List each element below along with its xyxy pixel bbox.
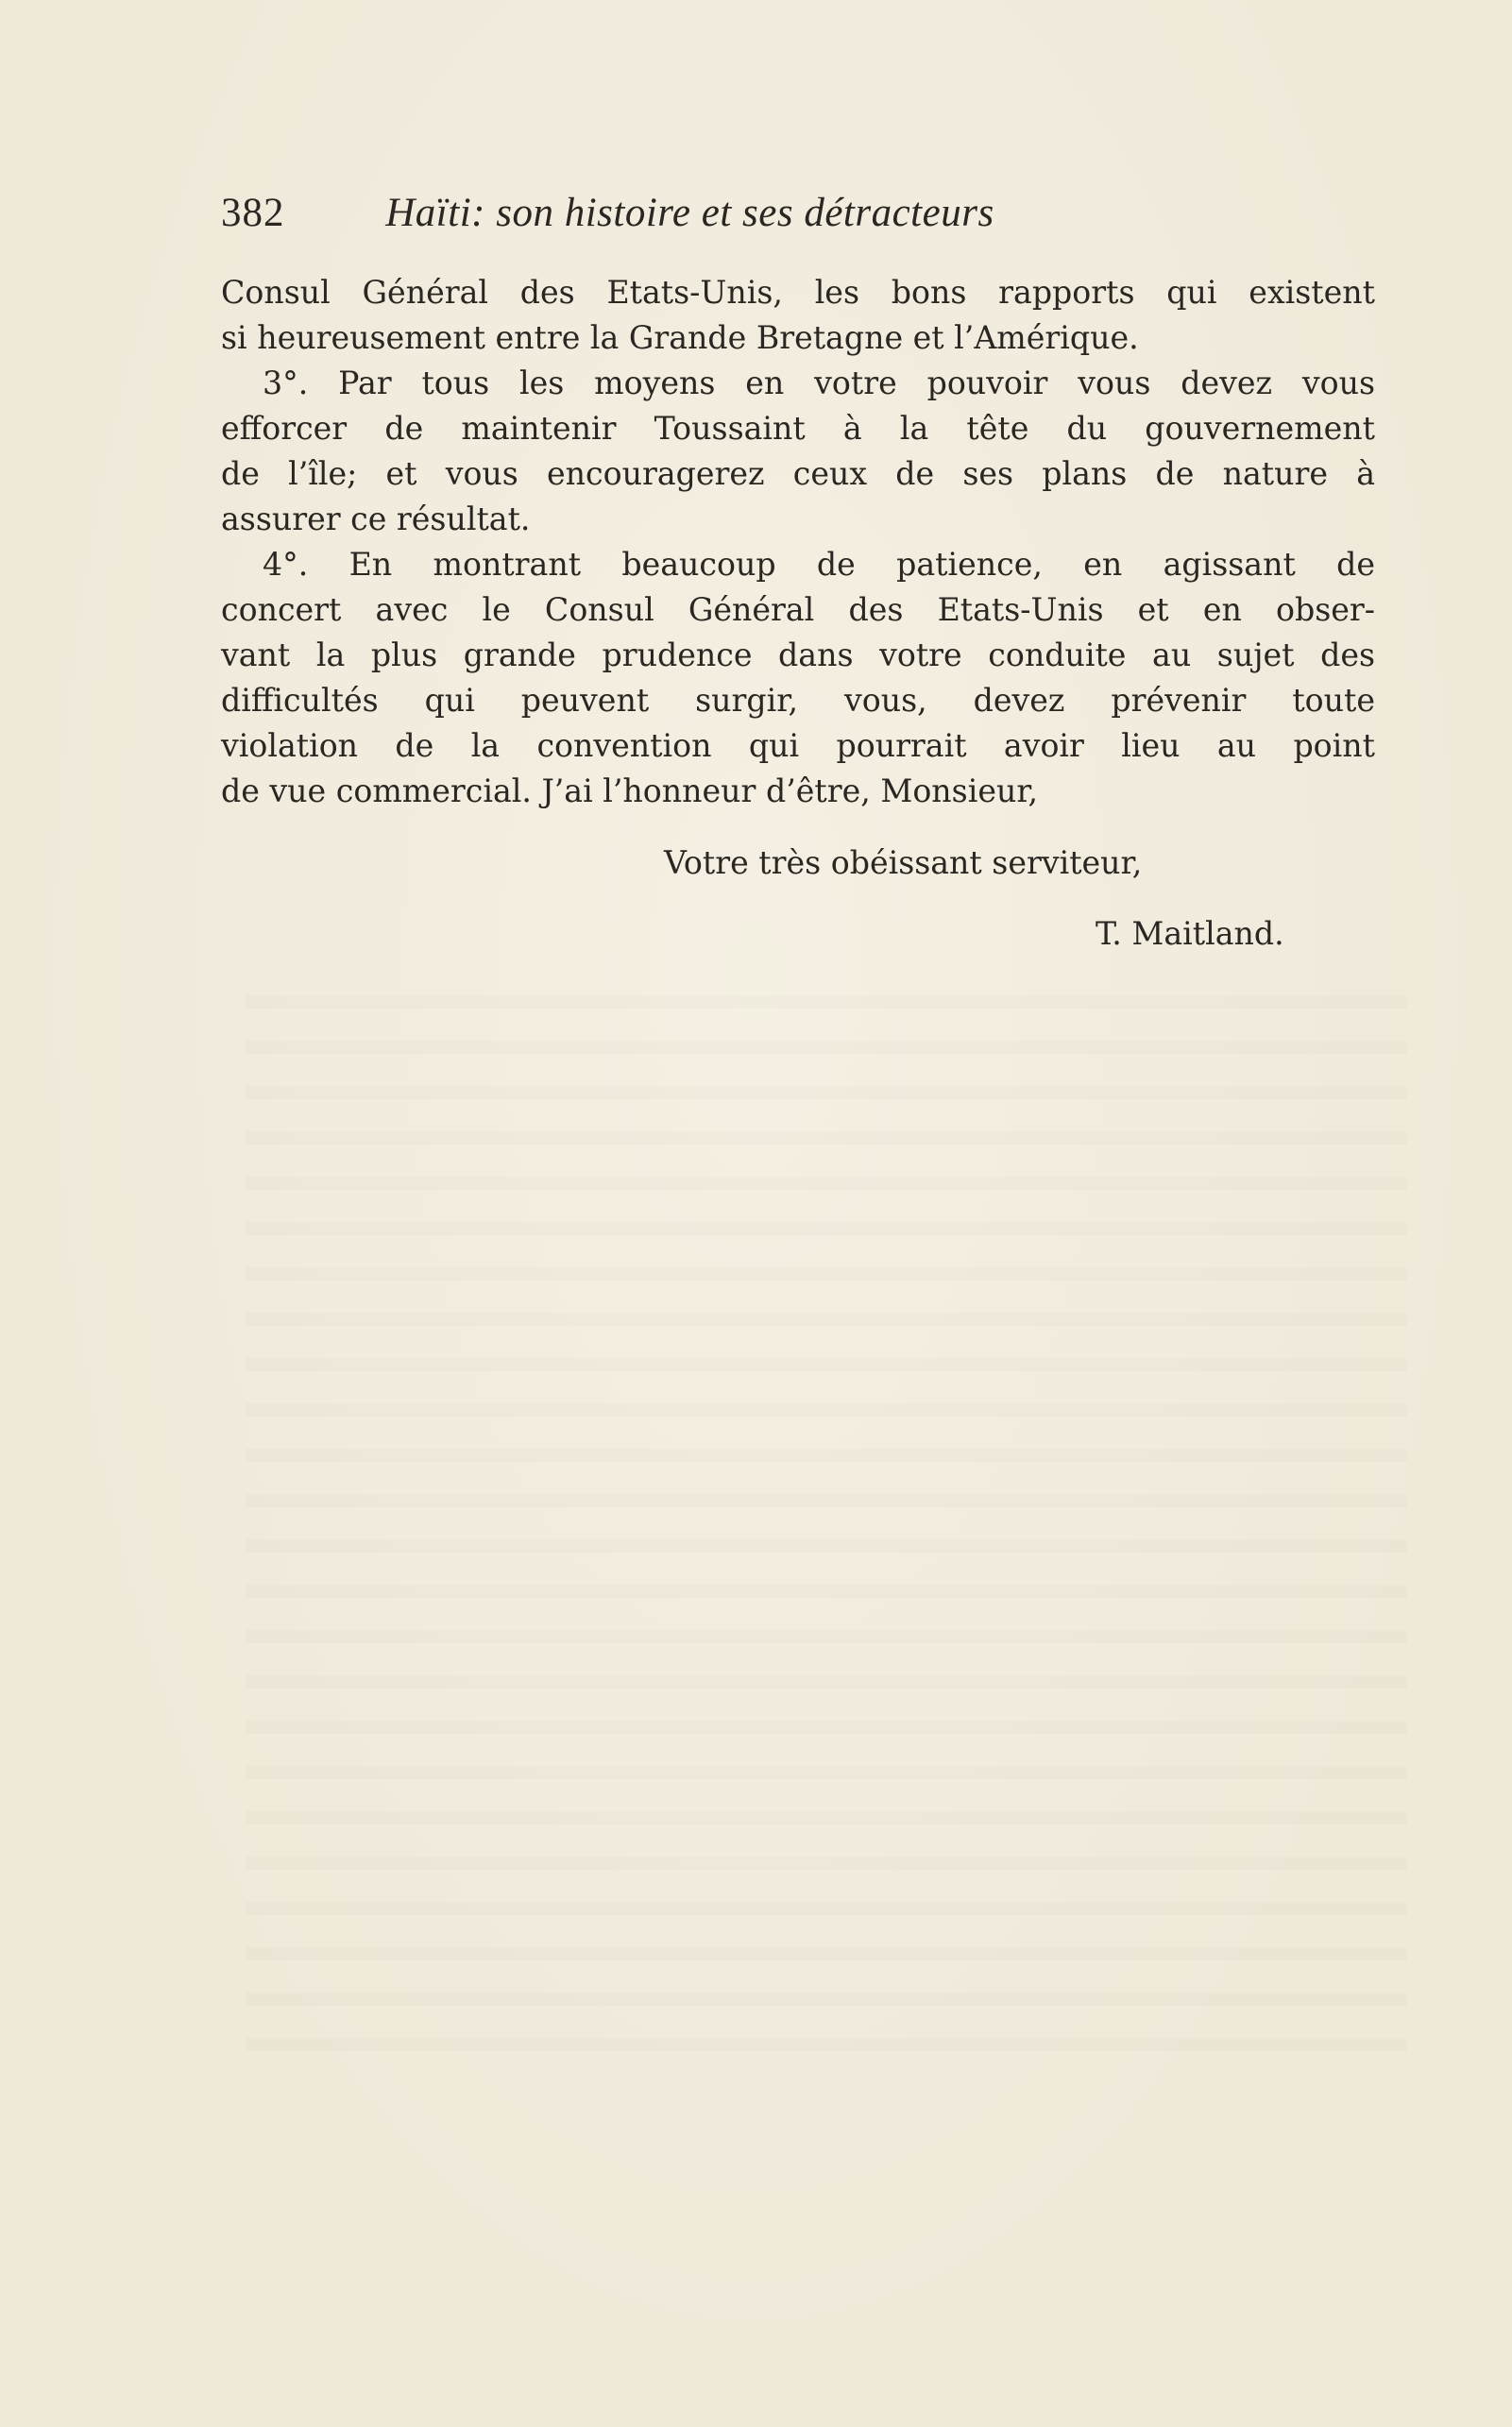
text-line: de vue commercial. J’ai l’honneur d’être, Monsieur,: [221, 772, 1039, 809]
text-line: si heureusement entre la Grande Bretagne et l’Amérique.: [221, 319, 1139, 356]
paragraph-item-3: [221, 361, 1375, 542]
letter-body: [221, 270, 1375, 814]
book-title: Haïti: son histoire et ses détracteurs: [385, 191, 994, 235]
text-line: concert avec le Consul Général des Etats-Unis et en obser-: [221, 591, 1375, 628]
running-head: [221, 185, 1203, 242]
text-line: difficultés qui peuvent surgir, vous, devez prévenir toute: [221, 682, 1375, 719]
text-line: assurer ce résultat.: [221, 501, 531, 537]
signature: T. Maitland.: [1096, 915, 1284, 952]
page-number: 382: [221, 191, 285, 235]
text-line: 3°. Par tous les moyens en votre pouvoir vous devez vous: [263, 365, 1375, 401]
text-line: violation de la convention qui pourrait avoir lieu au point: [221, 727, 1375, 764]
text-line: 4°. En montrant beaucoup de patience, en agissant de: [263, 546, 1375, 583]
text-line: vant la plus grande prudence dans votre conduite au sujet des: [221, 636, 1375, 673]
text-line: de l’île; et vous encouragerez ceux de ses plans de nature à: [221, 455, 1375, 492]
text-line: efforcer de maintenir Toussaint à la tête du gouvernement: [221, 410, 1375, 447]
closing-salutation: Votre très obéissant serviteur,: [664, 844, 1143, 881]
paragraph-continuation: [221, 270, 1375, 361]
show-through-texture: [246, 963, 1407, 2125]
paragraph-item-4: [221, 542, 1375, 814]
text-line: Consul Général des Etats-Unis, les bons rapports qui existent: [221, 274, 1375, 311]
